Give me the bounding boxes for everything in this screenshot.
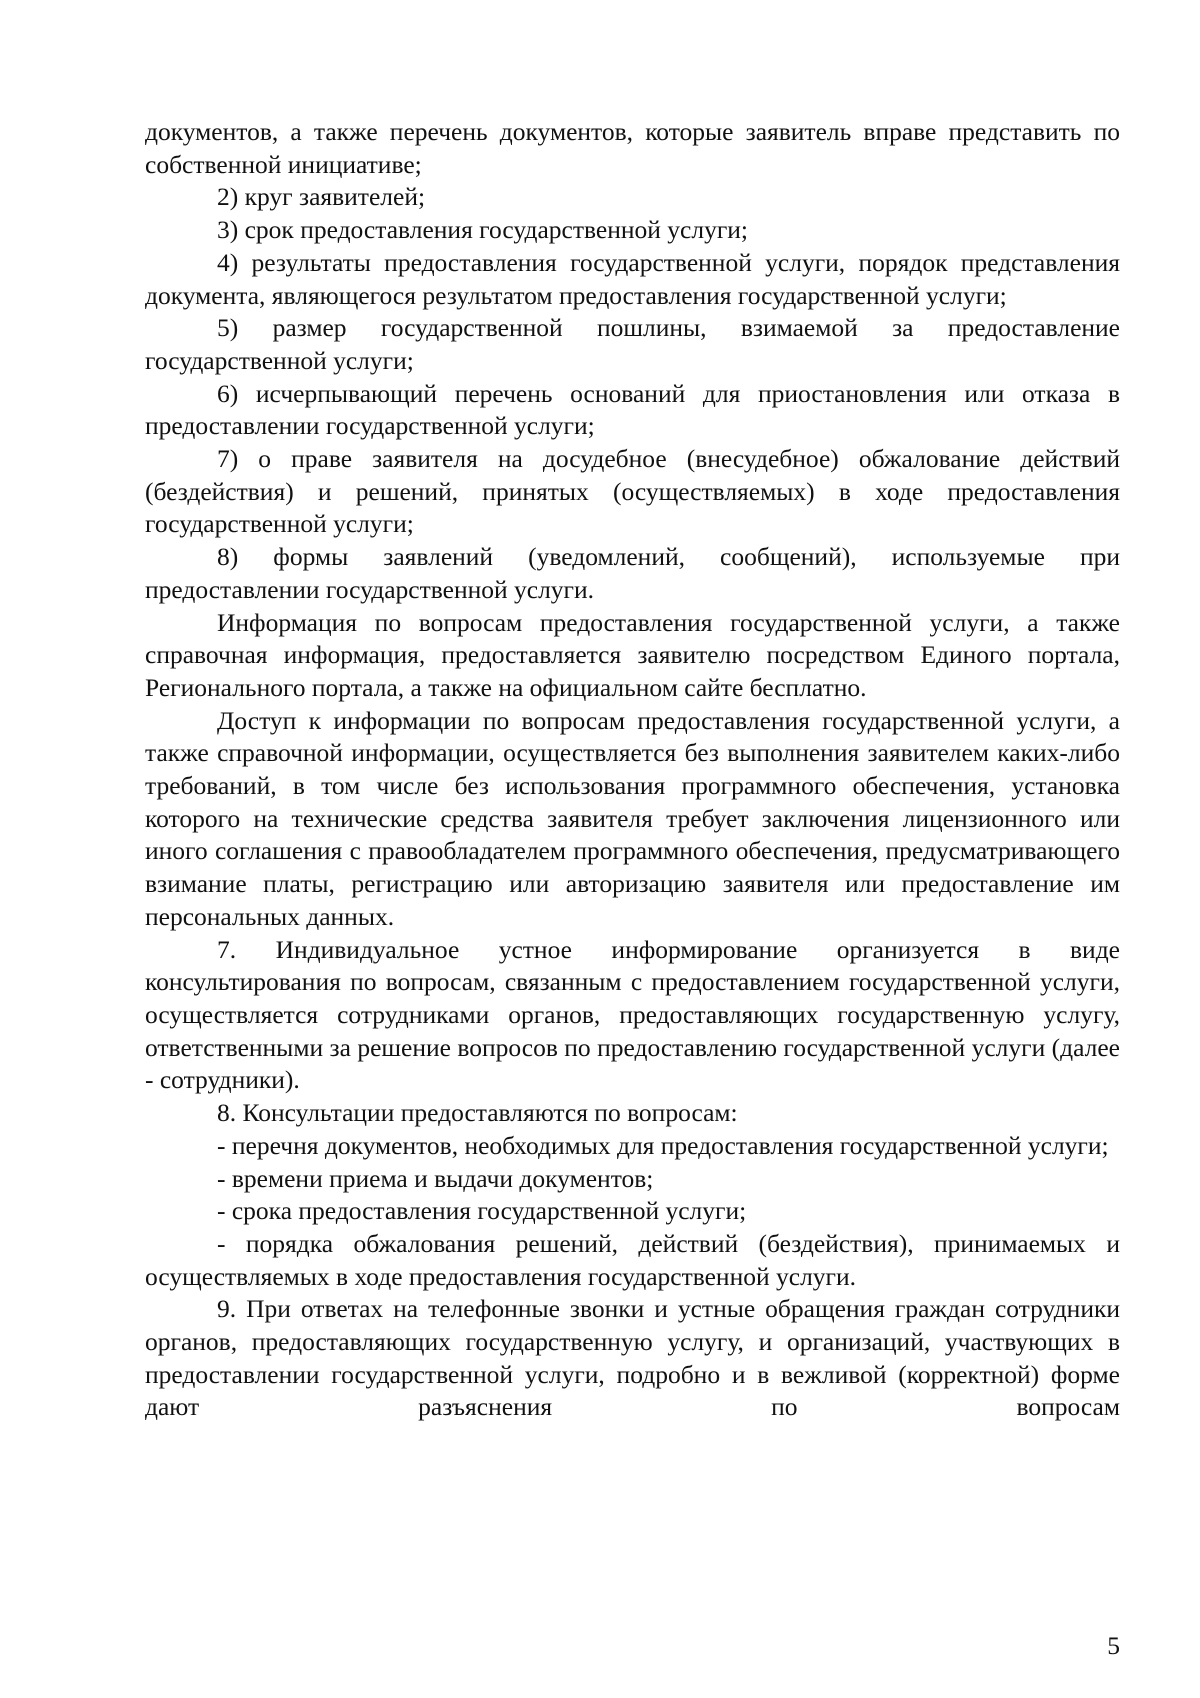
list-item-appeal-right: 7) о праве заявителя на досудебное (внесудебное) обжалование действий (бездействия) и решений, принятых (осуществляемых) в ходе предоставления государственной услуги; — [145, 444, 1120, 539]
section-8-consultations: 8. Консультации предоставляются по вопросам: — [217, 1098, 738, 1128]
section-7-oral-informing: 7. Индивидуальное устное информирование организуется в виде консультирования по вопросам, связанным с предоставлением государственной услуги, осуществляется сотрудниками органов, предоставляющих государственную услугу, ответственными за решение вопросов по предоставлению государственной услуги (далее - сотрудники). — [145, 934, 1120, 1095]
document-body — [145, 116, 1120, 1424]
consultation-item-reception-time: - времени приема и выдачи документов; — [217, 1163, 654, 1193]
paragraph-free-access: Доступ к информации по вопросам предоставления государственной услуги, а также справочной информации, осуществляется без выполнения заявителем каких-либо требований, в том числе без использования программного обеспечения, установка которого на технические средства заявителя требует заключения лицензионного или иного соглашения с правообладателем программного обеспечения, предусматривающего взимание платы, регистрацию или авторизацию заявителя или предоставление им персональных данных. — [145, 705, 1120, 931]
section-9-phone-answers: 9. При ответах на телефонные звонки и устные обращения граждан сотрудники органов, предоставляющих государственную услугу, и организаций, участвующих в предоставлении государственной услуги, подробно и в вежливой (корректной) форме дают разъяснения по вопросам — [145, 1294, 1120, 1422]
paragraph-continuation: документов, а также перечень документов, которые заявитель вправе представить по собственной инициативе; — [145, 117, 1120, 179]
list-item-refusal-grounds: 6) исчерпывающий перечень оснований для приостановления или отказа в предоставлении государственной услуги; — [145, 378, 1120, 441]
list-item-application-forms: 8) формы заявлений (уведомлений, сообщений), используемые при предоставлении государственной услуги. — [145, 542, 1120, 604]
consultation-item-service-term: - срока предоставления государственной услуги; — [217, 1196, 747, 1226]
list-item-service-results: 4) результаты предоставления государственной услуги, порядок представления документа, являющегося результатом предоставления государственной услуги; — [145, 247, 1120, 310]
list-item-applicants: 2) круг заявителей; — [217, 182, 426, 212]
page-number: 5 — [1107, 1631, 1120, 1660]
consultation-item-appeal-procedure: - порядка обжалования решений, действий (бездействия), принимаемых и осуществляемых в ходе предоставления государственной услуги. — [145, 1228, 1120, 1291]
list-item-service-term: 3) срок предоставления государственной услуги; — [217, 215, 749, 245]
paragraph-information-access: Информация по вопросам предоставления государственной услуги, а также справочная информация, предоставляется заявителю посредством Единого портала, Регионального портала, а также на официальном сайте бесплатно. — [145, 607, 1120, 702]
consultation-item-documents: - перечня документов, необходимых для предоставления государственной услуги; — [217, 1130, 1109, 1160]
list-item-state-fee: 5) размер государственной пошлины, взимаемой за предоставление государственной услуги; — [145, 313, 1120, 375]
